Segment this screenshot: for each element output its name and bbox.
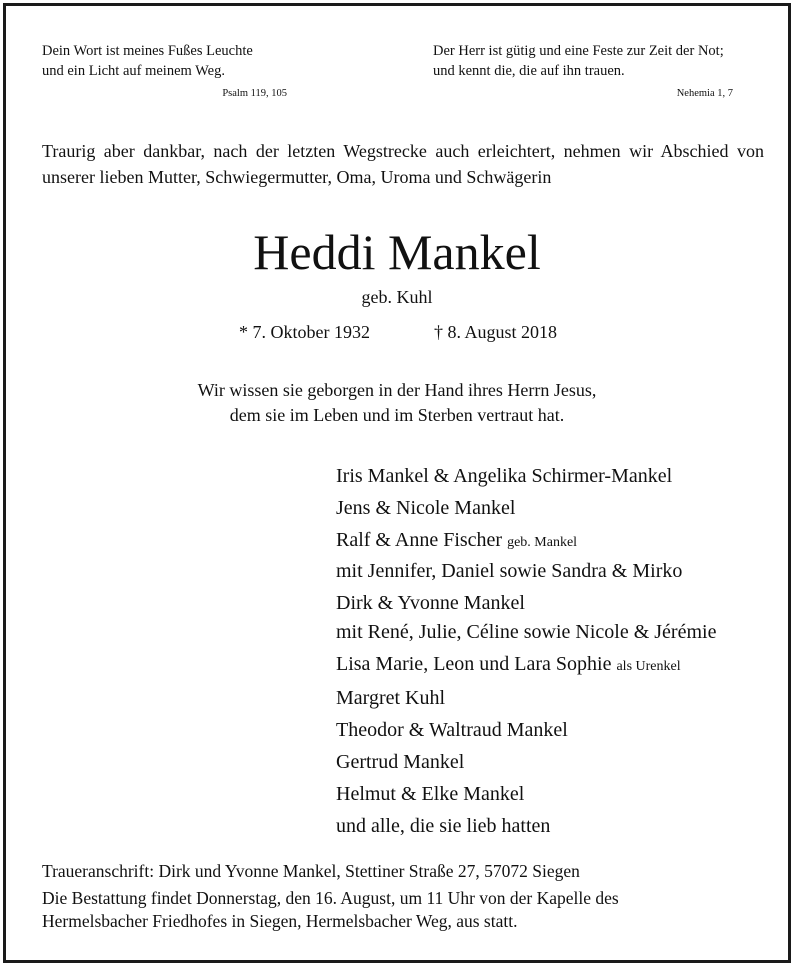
mourner-note: geb. Mankel (507, 535, 578, 550)
funeral-line: Die Bestattung findet Donnerstag, den 16. August, um 11 Uhr von der Kapelle des (42, 888, 619, 908)
obituary-notice (3, 3, 791, 963)
verse-source: Psalm 119, 105 (222, 88, 287, 99)
mourner-entry: mit René, Julie, Céline sowie Nicole & Jérémie (336, 621, 717, 643)
faith-statement (6, 378, 788, 428)
mourner-entry: und alle, die sie lieb hatten (336, 815, 551, 837)
funeral-info (42, 860, 782, 933)
funeral-line: Hermelsbacher Friedhofes in Siegen, Hermelsbacher Weg, aus statt. (42, 911, 518, 931)
verse-source: Nehemia 1, 7 (676, 88, 733, 99)
mourner-entry: Iris Mankel & Angelika Schirmer-Mankel (336, 465, 673, 487)
intro-text: Traurig aber dankbar, nach der letzten Wegstrecke auch erleichtert, nehmen wir Abschied von unserer lieben Mutter, Schwiegermutter, Oma, Uroma und Schwägerin (42, 141, 764, 187)
birth-date: * 7. Oktober 1932 (239, 322, 370, 342)
verse-line: und ein Licht auf meinem Weg. (42, 63, 225, 79)
deceased-name: Heddi Mankel (253, 224, 541, 280)
bible-verse-right (433, 41, 773, 104)
mourner-entry: Ralf & Anne Fischer geb. Mankel (336, 529, 578, 551)
death-date: † 8. August 2018 (434, 322, 558, 342)
bible-verse-left (42, 41, 312, 104)
mourner-entry: Margret Kuhl (336, 687, 446, 709)
mourner-entry: Lisa Marie, Leon und Lara Sophie als Urenkel (336, 653, 681, 675)
mourner-entry: Dirk & Yvonne Mankel (336, 592, 525, 614)
mourning-address: Traueranschrift: Dirk und Yvonne Mankel, Stettiner Straße 27, 57072 Siegen (42, 861, 580, 881)
mourner-entry: Helmut & Elke Mankel (336, 783, 525, 805)
mourner-entry: mit Jennifer, Daniel sowie Sandra & Mirko (336, 560, 683, 582)
mourner-entry: Jens & Nicole Mankel (336, 497, 516, 519)
verse-line: und kennt die, die auf ihn trauen. (433, 63, 625, 79)
mourner-entry: Theodor & Waltraud Mankel (336, 719, 568, 741)
verse-line: Der Herr ist gütig und eine Feste zur Zeit der Not; (433, 43, 724, 59)
mourner-note: als Urenkel (616, 659, 681, 674)
birth-name: geb. Kuhl (361, 287, 433, 307)
mourners-list (336, 462, 776, 841)
faith-line: dem sie im Leben und im Sterben vertraut hat. (229, 405, 565, 425)
verse-line: Dein Wort ist meines Fußes Leuchte (42, 43, 253, 59)
mourner-entry: Gertrud Mankel (336, 751, 465, 773)
faith-line: Wir wissen sie geborgen in der Hand ihres Herrn Jesus, (197, 380, 597, 400)
